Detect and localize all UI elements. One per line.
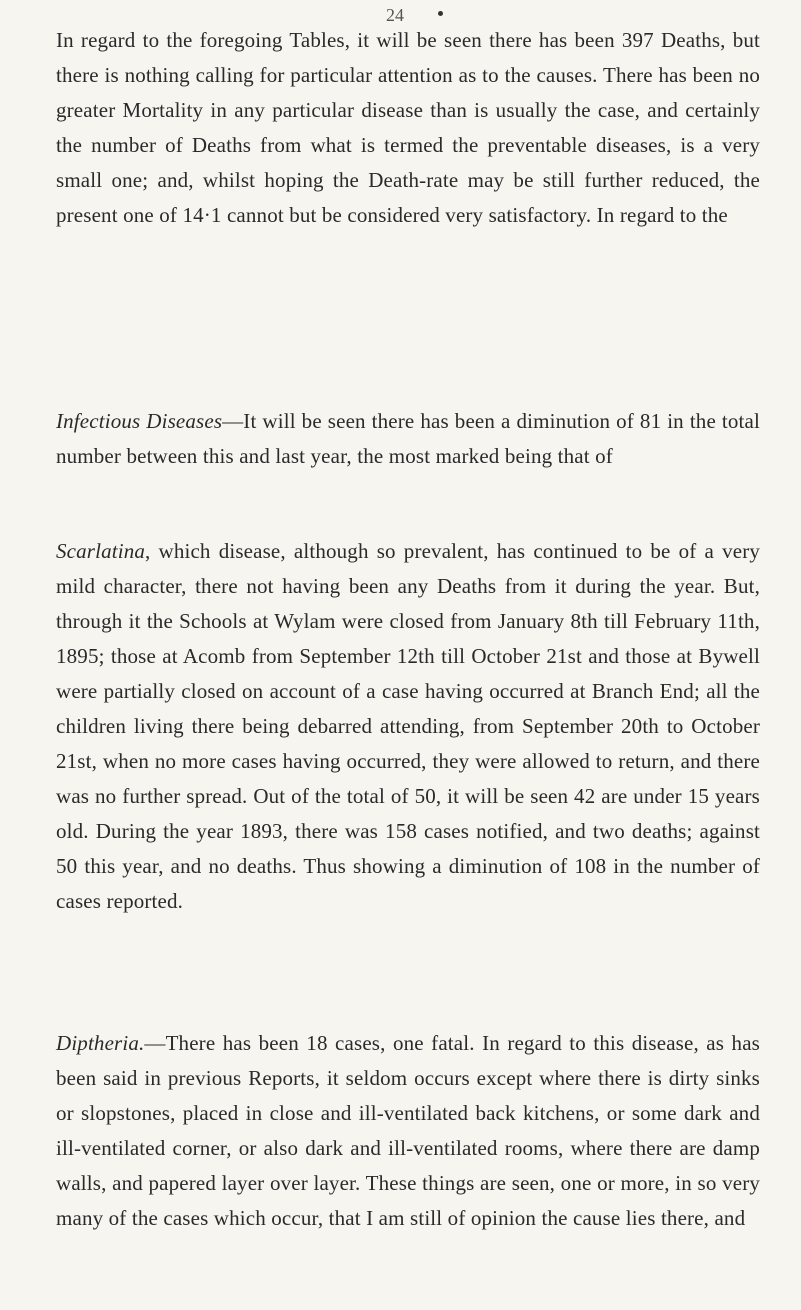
paragraph-text: —There has been 18 cases, one fatal. In regard to this disease, as has been said in previous Reports, it seldom occurs except where there is dirty sinks or slopstones, placed in close and ill-ventilated back kitchens, or some dark and ill-ventilated corner, or also dark and ill-ventilated rooms, where there are damp walls, and papered layer over layer. These things are seen, one or more, in so very many of the cases which occur, that I am still of opinion the cause lies there, and bbox=[56, 1031, 760, 1230]
page-number: 24 bbox=[386, 5, 404, 25]
section-heading: Diptheria. bbox=[56, 1031, 145, 1055]
section-heading: Infectious Diseases bbox=[56, 409, 223, 433]
paragraph-infectious-diseases bbox=[56, 404, 760, 474]
paragraph-diptheria bbox=[56, 1026, 760, 1236]
section-heading: Scarlatina bbox=[56, 539, 145, 563]
ink-speck bbox=[438, 11, 443, 16]
paragraph-text: —It will be seen there has been a diminution of 81 in the total number between this and last year, the most marked being that of bbox=[56, 409, 760, 468]
paragraph-text: In regard to the foregoing Tables, it will be seen there has been 397 Deaths, but there is nothing calling for particular attention as to the causes. There has been no greater Mortality in any particular disease than is usually the case, and certainly the number of Deaths from what is termed the preventable diseases, is a very small one; and, whilst hoping the Death-rate may be still further reduced, the present one of 14·1 cannot but be considered very satisfactory. In regard to the bbox=[56, 28, 760, 227]
paragraph-scarlatina bbox=[56, 534, 760, 919]
paragraph-text: , which disease, although so prevalent, has continued to be of a very mild character, there not having been any Deaths from it during the year. But, through it the Schools at Wylam were closed from January 8th till February 11th, 1895; those at Acomb from September 12th till October 21st and those at Bywell were partially closed on account of a case having occurred at Branch End; all the children living there being debarred attending, from September 20th to October 21st, when no more cases having occurred, they were allowed to return, and there was no further spread. Out of the total of 50, it will be seen 42 are under 15 years old. During the year 1893, there was 158 cases notified, and two deaths; against 50 this year, and no deaths. Thus showing a diminution of 108 in the number of cases reported. bbox=[56, 539, 760, 913]
paragraph-mortality bbox=[56, 23, 760, 233]
